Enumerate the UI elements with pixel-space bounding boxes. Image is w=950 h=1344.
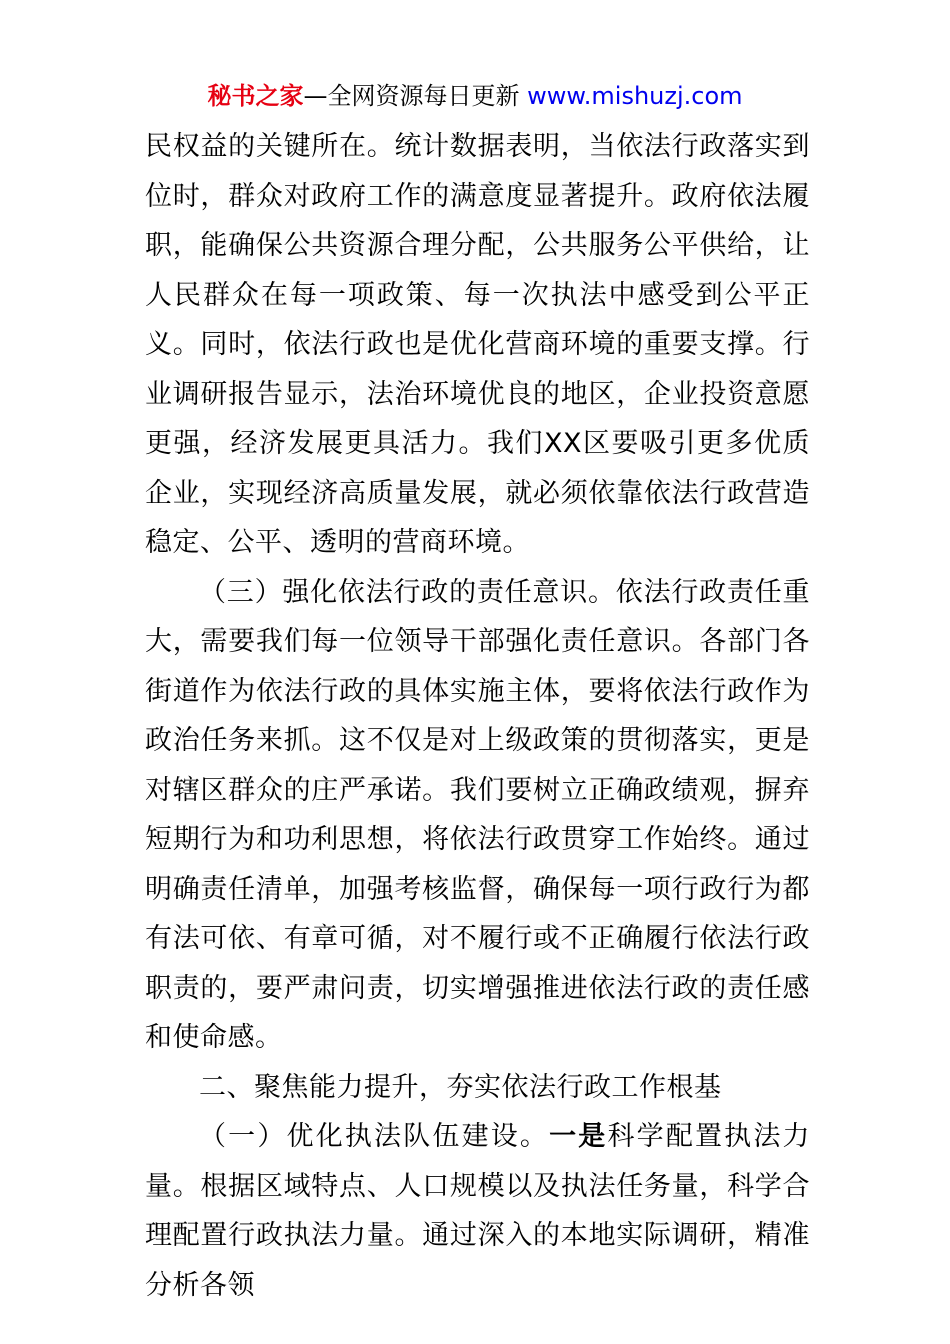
paragraph-responsibility: （三）强化依法行政的责任意识。依法行政责任重大，需要我们每一位领导干部强化责任意识。各部门各街道作为依法行政的具体实施主体，要将依法行政作为政治任务来抓。这不仅是对上级政策的贯彻落实，更是对辖区群众的庄严承诺。我们要树立正确政绩观，摒弃短期行为和功利思想，将依法行政贯穿工作始终。通过明确责任清单，加强考核监督，确保每一项行政行为都有法可依、有章可循，对不履行或不正确履行依法行政职责的，要严肃问责，切实增强推进依法行政的责任感和使命感。 xyxy=(145,576,810,1053)
header-slogan: 全网资源每日更新 xyxy=(327,82,520,110)
paragraph-continued: 民权益的关键所在。统计数据表明，当依法行政落实到位时，群众对政府工作的满意度显著提升。政府依法履职，能确保公共资源合理分配，公共服务公平供给，让人民群众在每一项政策、每一次执法中感受到公平正义。同时，依法行政也是优化营商环境的重要支撑。行业调研报告显示，法治环境优良的地区，企业投资意愿更强，经济发展更具活力。我们XX区要吸引更多优质企业，实现经济高质量发展，就必须依靠依法行政营造稳定、公平、透明的营商环境。 xyxy=(145,131,810,558)
site-url[interactable]: www.mishuzj.com xyxy=(527,82,743,110)
paragraph-text: 科学配置执法力量。根据区域特点、人口规模以及执法任务量，科学合理配置行政执法力量。通过深入的本地实际调研，精准分析各领 xyxy=(145,1121,811,1301)
subheading-lead: （一）优化执法队伍建设。 xyxy=(199,1121,550,1152)
site-header xyxy=(0,80,950,112)
section-heading: 二、聚焦能力提升，夯实依法行政工作根基 xyxy=(199,1071,722,1103)
document-body xyxy=(145,122,810,1310)
brand-name: 秘书之家 xyxy=(207,82,304,110)
paragraph-team-building xyxy=(145,1112,810,1310)
header-dash: — xyxy=(303,82,328,110)
bold-marker: 一是 xyxy=(549,1121,608,1152)
